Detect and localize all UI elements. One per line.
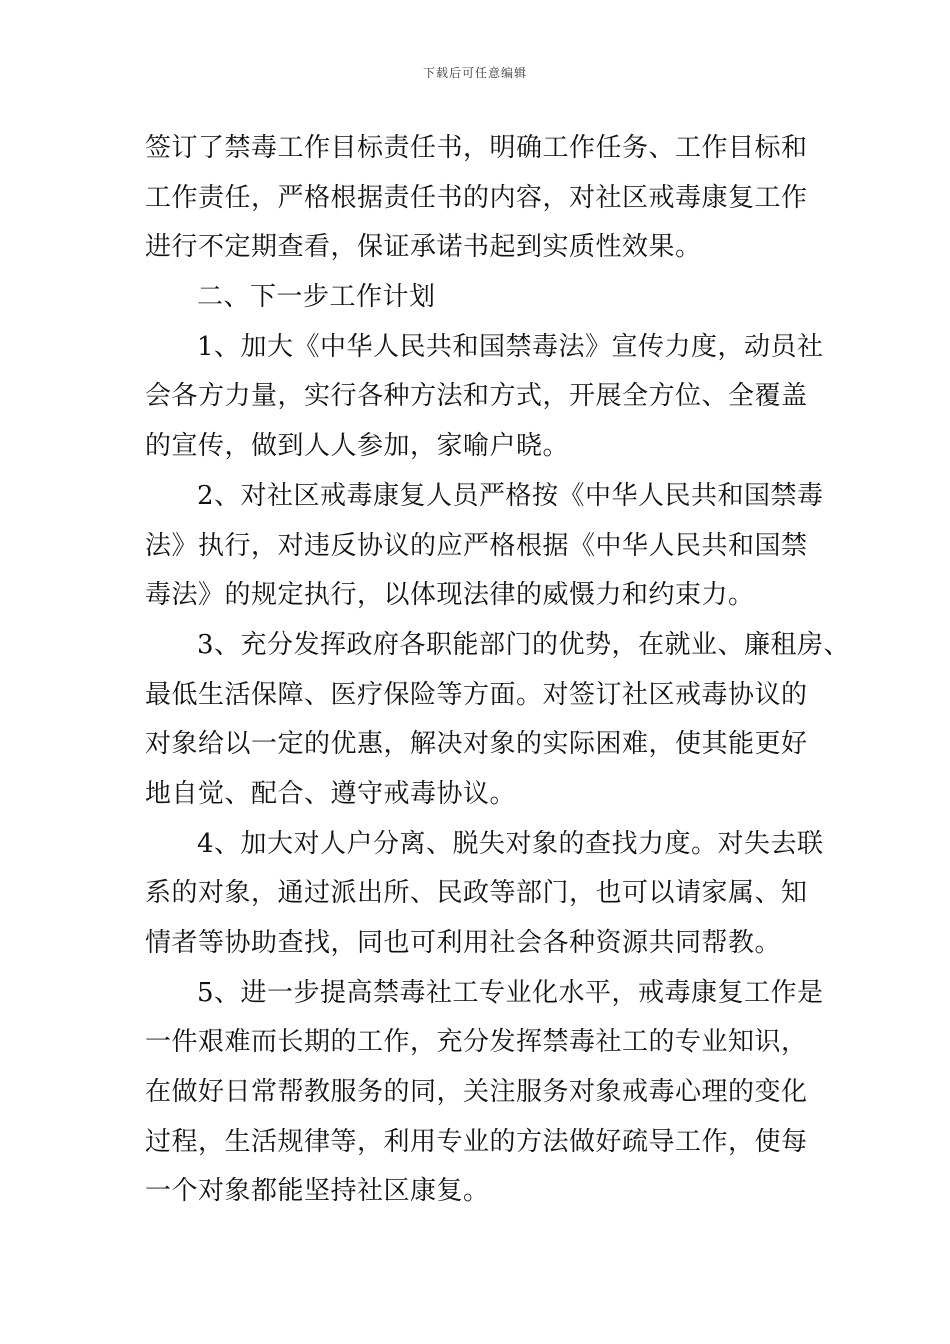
text-line: 工作责任，严格根据责任书的内容，对社区戒毒康复工作 bbox=[145, 182, 808, 213]
text-line: 进行不定期查看，保证承诺书起到实质性效果。 bbox=[145, 232, 702, 263]
section-heading: 二、下一步工作计划 bbox=[197, 282, 436, 313]
text-line: 对象给以一定的优惠，解决对象的实际困难，使其能更好 bbox=[145, 729, 808, 760]
text-line: 的宣传，做到人人参加，家喻户晓。 bbox=[145, 431, 570, 462]
header-note: 下载后可任意编辑 bbox=[422, 66, 527, 80]
document-body bbox=[145, 124, 851, 1217]
text-line: 签订了禁毒工作目标责任书，明确工作任务、工作目标和 bbox=[145, 133, 808, 163]
text-line: 地自觉、配合、遵守戒毒协议。 bbox=[145, 778, 517, 809]
text-line: 一个对象都能坚持社区康复。 bbox=[145, 1176, 490, 1207]
text-line: 2、对社区戒毒康复人员严格按《中华人民共和国禁毒 bbox=[197, 480, 824, 511]
text-line: 5、进一步提高禁毒社工专业化水平，戒毒康复工作是 bbox=[197, 977, 824, 1008]
text-line: 情者等协助查找，同也可利用社会各种资源共同帮教。 bbox=[145, 928, 782, 958]
text-line: 毒法》的规定执行，以体现法律的威慑力和约束力。 bbox=[145, 580, 755, 611]
text-line: 在做好日常帮教服务的同，关注服务对象戒毒心理的变化 bbox=[145, 1077, 808, 1108]
text-line: 法》执行，对违反协议的应严格根据《中华人民共和国禁 bbox=[145, 530, 808, 561]
text-line: 最低生活保障、医疗保险等方面。对签订社区戒毒协议的 bbox=[145, 679, 808, 710]
text-line: 过程，生活规律等，利用专业的方法做好疏导工作，使每 bbox=[145, 1126, 808, 1157]
text-line: 1、加大《中华人民共和国禁毒法》宣传力度，动员社 bbox=[197, 331, 824, 362]
text-line: 系的对象，通过派出所、民政等部门，也可以请家属、知 bbox=[145, 878, 808, 909]
text-line: 一件艰难而长期的工作，充分发挥禁毒社工的专业知识， bbox=[145, 1027, 808, 1058]
text-line: 会各方力量，实行各种方法和方式，开展全方位、全覆盖 bbox=[145, 381, 808, 412]
text-line: 4、加大对人户分离、脱失对象的查找力度。对失去联 bbox=[197, 828, 824, 859]
text-line: 3、充分发挥政府各职能部门的优势，在就业、廉租房、 bbox=[197, 629, 851, 660]
